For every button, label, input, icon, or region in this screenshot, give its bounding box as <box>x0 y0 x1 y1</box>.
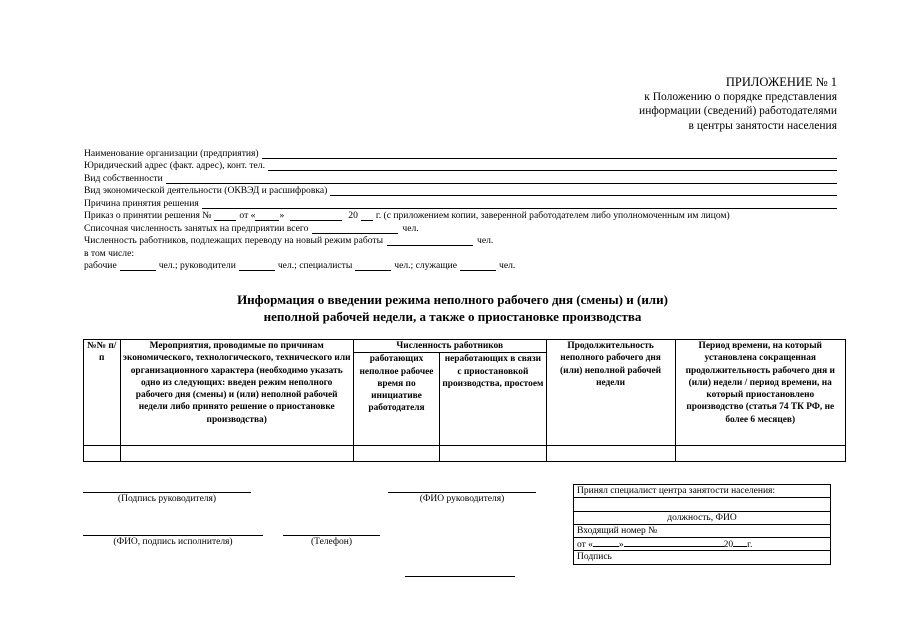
field-label: » <box>279 210 285 221</box>
receipt-date-row[interactable] <box>574 538 830 551</box>
fill-line[interactable] <box>268 161 837 171</box>
phone-line[interactable] <box>283 535 380 547</box>
table-cell[interactable] <box>440 446 547 462</box>
org-name-field[interactable] <box>84 146 837 159</box>
info-table <box>83 339 846 462</box>
transfer-count-field[interactable] <box>84 234 837 247</box>
signature-caption: (Подпись руководителя) <box>117 494 217 504</box>
field-label: Списочная численность занятых на предприятии всего <box>84 222 309 234</box>
fill-line[interactable] <box>202 199 837 209</box>
signature-caption: (ФИО, подпись исполнителя) <box>113 537 233 547</box>
transfer-count-blank[interactable] <box>387 236 473 246</box>
appendix-line: в центры занятости населения <box>688 119 837 132</box>
receipt-accepted: Принял специалист центра занятости населения: <box>574 485 830 498</box>
field-label: Наименование организации (предприятия) <box>84 147 259 159</box>
receipt-position: должность, ФИО <box>574 512 830 525</box>
field-label: чел.; служащие <box>394 260 457 271</box>
col-number-header: №№ п/п <box>84 340 121 446</box>
title-line: неполной рабочей недели, а также о приостановке производства <box>263 309 642 324</box>
legal-address-field[interactable] <box>84 159 837 172</box>
field-label: чел. <box>402 222 419 234</box>
field-label: Вид экономической деятельности (ОКВЭД и расшифровка) <box>84 185 328 196</box>
executor-line[interactable] <box>83 535 263 547</box>
signature-caption: (Телефон) <box>310 537 353 547</box>
fill-line[interactable] <box>330 186 837 196</box>
title-line: Информация о введении режима неполного рабочего дня (смены) и (или) <box>237 292 668 307</box>
managers-blank[interactable] <box>239 261 275 271</box>
specialists-blank[interactable] <box>355 261 391 271</box>
order-day-blank[interactable] <box>255 211 279 221</box>
table-cell[interactable] <box>120 446 353 462</box>
fill-line[interactable] <box>262 149 837 159</box>
receipt-sign[interactable]: Подпись <box>577 552 612 563</box>
col-duration-header: Продолжительность неполного рабочего дня (или) неполной рабочей недели <box>546 340 675 446</box>
field-label: чел. <box>499 260 516 271</box>
field-label: от « <box>239 210 256 221</box>
staff-count-field[interactable] <box>84 221 837 234</box>
field-label: в том числе: <box>84 247 135 259</box>
receipt-box <box>573 484 831 565</box>
order-field[interactable] <box>84 209 837 222</box>
table-cell[interactable] <box>353 446 439 462</box>
staff-count-blank[interactable] <box>312 224 398 234</box>
col-count-header: Численность работников <box>353 340 546 353</box>
appendix-header <box>639 75 837 133</box>
field-label: г. (с приложением копии, заверенной работодателем либо уполномоченным им лицом) <box>375 210 730 221</box>
order-number-blank[interactable] <box>214 211 236 221</box>
field-label: Вид собственности <box>84 172 163 184</box>
field-label: 20 <box>348 210 358 221</box>
col-period-header: Период времени, на который установлена сокращенная продолжительность рабочего дня и (или) недели / период времени, на который приостановлено производство (статья 74 ТК РФ, не более 6 месяцев) <box>675 340 846 446</box>
col-count-idle-header: неработающих в связи с приостановкой производства, простоем <box>440 353 547 446</box>
order-month-blank[interactable] <box>290 211 342 221</box>
date-label: г. <box>747 540 753 551</box>
table-cell[interactable] <box>84 446 121 462</box>
employees-blank[interactable] <box>460 261 496 271</box>
including-label <box>84 246 837 259</box>
date-month-blank[interactable] <box>624 538 724 547</box>
col-measures-header: Мероприятия, проводимые по причинам экономического, технологического, технического или организационного характера (необходимо указать одно из следующих: введен режим неполного рабочего дня (смены) и (или) неполной рабочей недели либо принято решение о приостановке производства) <box>120 340 353 446</box>
field-label: Юридический адрес (факт. адрес), конт. тел. <box>84 160 265 171</box>
field-label: рабочие <box>84 260 117 271</box>
order-year-blank[interactable] <box>361 211 373 221</box>
date-label: » <box>618 540 624 551</box>
appendix-title: ПРИЛОЖЕНИЕ № 1 <box>725 75 837 89</box>
table-cell[interactable] <box>546 446 675 462</box>
field-label: Причина принятия решения <box>84 197 199 209</box>
field-label: чел.; руководители <box>158 260 236 271</box>
page-title <box>0 291 905 325</box>
head-name-line[interactable] <box>388 492 536 504</box>
categories-field[interactable] <box>84 259 837 272</box>
date-label: от « <box>577 540 593 551</box>
signature-caption: (ФИО руководителя) <box>419 494 505 504</box>
appendix-line: к Положению о порядке представления <box>644 90 837 103</box>
receipt-incoming[interactable]: Входящий номер № <box>574 525 830 538</box>
date-label: 20 <box>723 540 734 551</box>
field-label: чел.; специалисты <box>277 260 353 271</box>
workers-blank[interactable] <box>120 261 156 271</box>
date-day-blank[interactable] <box>593 538 619 547</box>
ownership-field[interactable] <box>84 171 837 184</box>
extra-signature-line[interactable] <box>405 576 515 577</box>
head-signature-line[interactable] <box>83 492 251 504</box>
activity-field[interactable] <box>84 184 837 197</box>
fill-line[interactable] <box>166 174 837 184</box>
field-label: чел. <box>477 235 494 246</box>
field-label: Численность работников, подлежащих переводу на новый режим работы <box>84 235 384 246</box>
col-count-part-time-header: работающих неполное рабочее время по инициативе работодателя <box>353 353 439 446</box>
field-label: Приказ о принятии решения № <box>84 210 212 221</box>
table-cell[interactable] <box>675 446 846 462</box>
date-year-blank[interactable] <box>733 538 747 547</box>
form-fields <box>84 146 837 271</box>
appendix-line: информации (сведений) работодателями <box>639 105 837 117</box>
reason-field[interactable] <box>84 196 837 209</box>
receipt-blank-row[interactable] <box>574 498 830 511</box>
